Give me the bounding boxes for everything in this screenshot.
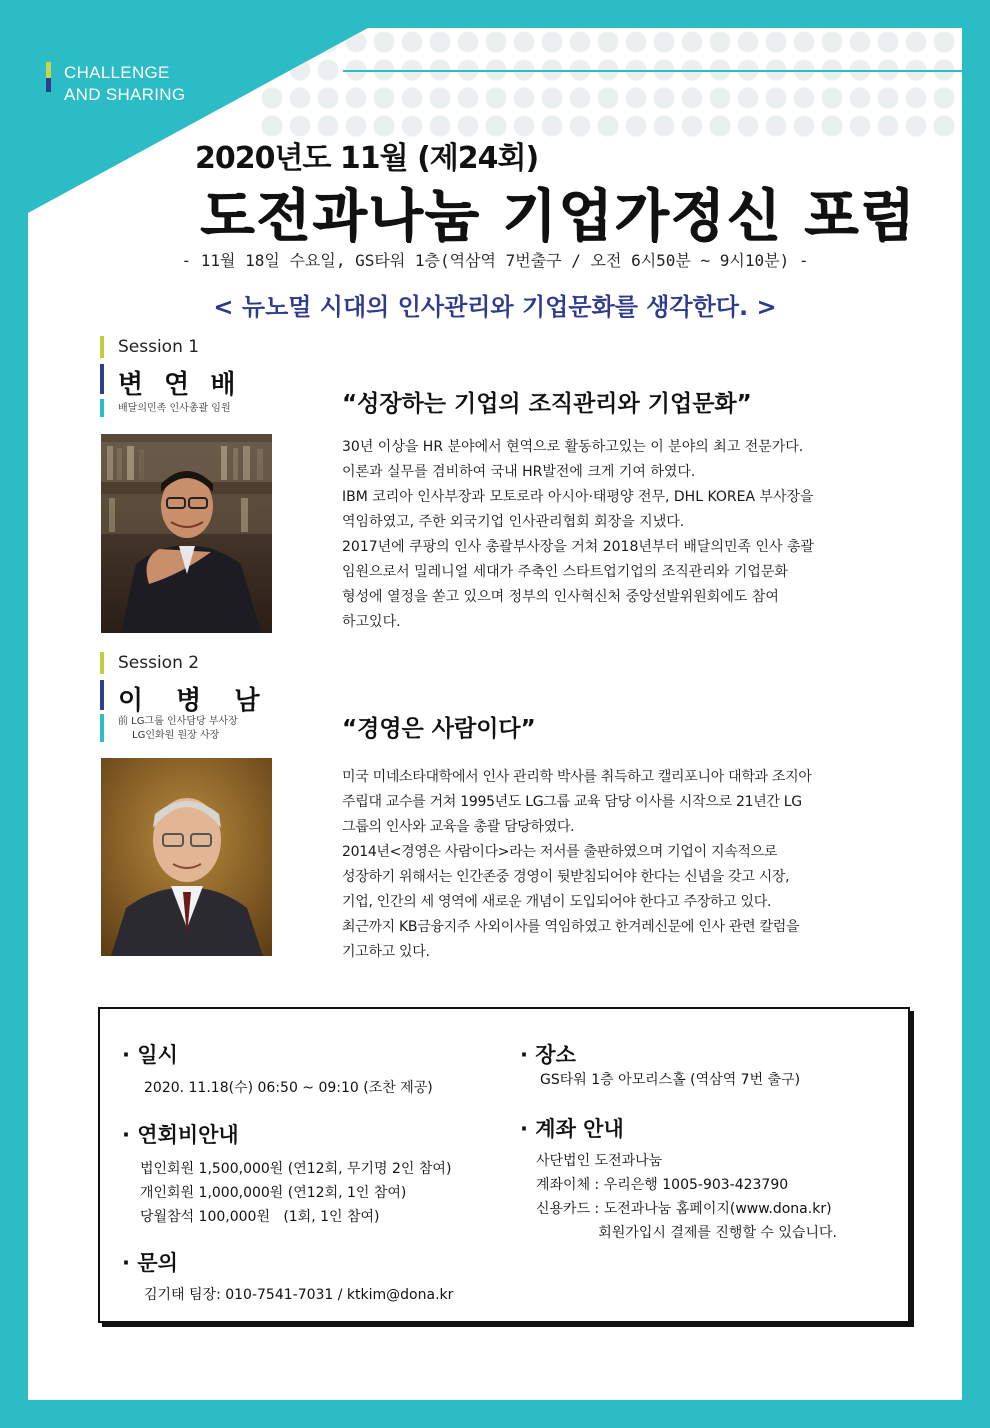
session-1-label: Session 1 (118, 337, 200, 357)
event-info-box (98, 1007, 910, 1323)
brand-line-2: AND SHARING (64, 85, 186, 104)
top-divider (343, 70, 962, 72)
dot-pattern (258, 28, 962, 138)
forum-title: 도전과나눔 기업가정신 포럼 (200, 184, 917, 249)
session-2-label: Session 2 (118, 653, 200, 673)
session-1-talk-title: “성장하는 기업의 조직관리와 기업문화” (342, 391, 752, 417)
contact-heading: · 문의 (122, 1251, 178, 1275)
fees-list (140, 1157, 451, 1229)
speaker-2-role: 前 LG그룹 인사담당 부사장 LG인화원 원장 사장 (118, 716, 238, 741)
venue-heading: · 장소 (520, 1043, 576, 1067)
forum-date-location: - 11월 18일 수요일, GS타워 1층(역삼역 7번출구 / 오전 6시50분 ~ 9시10분) - (181, 251, 809, 270)
speaker-1-portrait-icon (101, 434, 272, 633)
account-line: 사단법인 도전과나눔 (536, 1153, 663, 1169)
fee-line: 법인회원 1,500,000원 (연12회, 무기명 2인 참여) (140, 1161, 452, 1177)
speaker-2-portrait-icon (101, 758, 272, 956)
speaker-2-name: 이 병 남 (118, 686, 272, 716)
session-2-talk-title: “경영은 사람이다” (342, 716, 536, 742)
forum-edition: 2020년도 11월 (제24회) (195, 141, 539, 176)
brand-text (64, 62, 185, 106)
speaker-1-name: 변 연 배 (118, 370, 242, 400)
speaker-1-role: 배달의민족 인사총괄 임원 (118, 403, 231, 414)
account-line: 신용카드 : 도전과나눔 홈페이지(www.dona.kr) (536, 1201, 832, 1217)
fee-line: 개인회원 1,000,000원 (연12회, 1인 참여) (140, 1185, 407, 1201)
account-heading: · 계좌 안내 (520, 1117, 624, 1141)
speaker-1-bio: 30년 이상을 HR 분야에서 현역으로 활동하고있는 이 분야의 최고 전문가다. 이론과 실무를 겸비하여 국내 HR발전에 크게 기여 하였다. IBM 코리아 인사부장과 모토로라 아시아·태평양 전무, DHL KOREA 부사장을 역임하였고, 주한 외국기업 인사관리협회 회장을 지냈다. 2017년에 쿠팡의 인사 총괄부사장을 거쳐 2018년부터 배달의민족 인사 총괄 임원으로서 밀레니얼 세대가 주축인 스타트업기업의 조직관리와 기업문화 형성에 열정을 쏟고 있으며 정부의 인사혁신처 중앙선발위원회에도 참여 하고있다. (342, 439, 815, 630)
contact-text: 김기태 팀장: 010-7541-7031 / ktkim@dona.kr (144, 1287, 454, 1303)
speaker-2-photo (101, 758, 272, 956)
fee-line: 당월참석 100,000원 (1회, 1인 참여) (140, 1209, 380, 1225)
brand-mark (46, 62, 246, 110)
venue-text: GS타워 1층 아모리스홀 (역삼역 7번 출구) (540, 1072, 801, 1088)
brand-line-1: CHALLENGE (64, 63, 170, 82)
speaker-2-bio: 미국 미네소타대학에서 인사 관리학 박사를 취득하고 캘리포니아 대학과 조지아 주립대 교수를 거쳐 1995년도 LG그룹 교육 담당 이사를 시작으로 21년간 LG 그룹의 인사와 교육을 총괄 담당하였다. 2014년<경영은 사람이다>라는 저서를 출판하였으며 기업이 지속적으로 성장하기 위해서는 인간존중 경영이 뒷받침되어야 한다는 신념을 갖고 시장, 기업, 인간의 세 영역에 새로운 개념이 도입되어야 한다고 주장하고 있다. 최근까지 KB금융지주 사외이사를 역임하였고 한겨레신문에 인사 관련 칼럼을 기고하고 있다. (342, 769, 812, 960)
speaker-1-photo (101, 434, 272, 633)
forum-theme: < 뉴노멀 시대의 인사관리와 기업문화를 생각한다. > (213, 293, 777, 321)
account-line: 회원가입시 결제를 진행할 수 있습니다. (536, 1225, 837, 1241)
account-line: 계좌이체 : 우리은행 1005-903-423790 (536, 1177, 789, 1193)
account-list (536, 1149, 837, 1245)
schedule-text: 2020. 11.18(수) 06:50 ~ 09:10 (조찬 제공) (144, 1080, 433, 1096)
schedule-heading: · 일시 (122, 1043, 178, 1067)
fees-heading: · 연회비안내 (122, 1123, 239, 1147)
